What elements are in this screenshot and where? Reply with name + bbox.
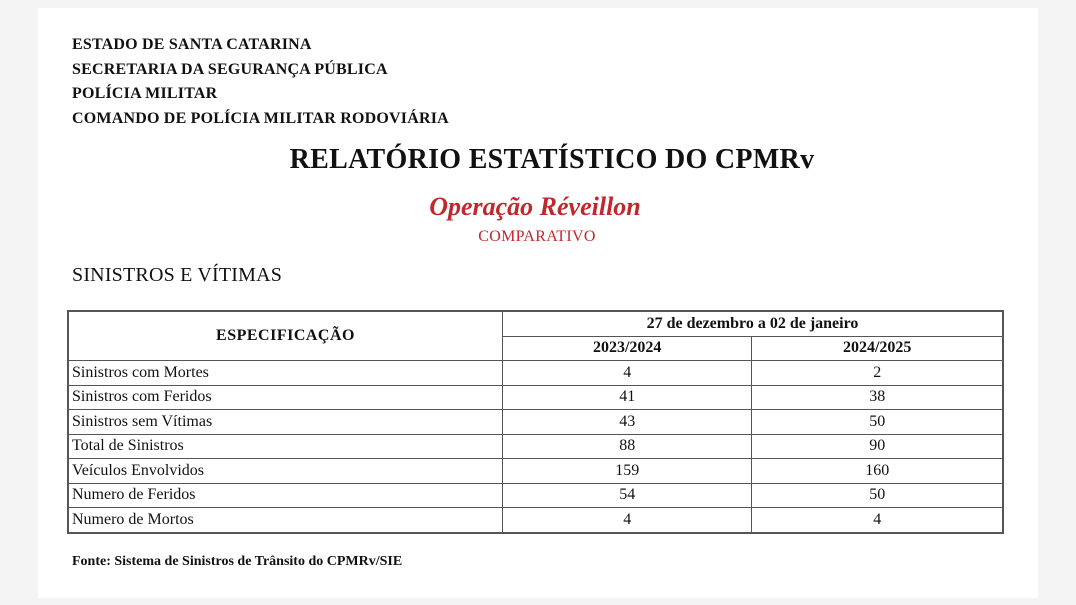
cell-value: 2 — [752, 361, 1003, 386]
operation-name: Operação Réveillon — [429, 192, 641, 221]
cell-value: 50 — [752, 483, 1003, 508]
cell-value: 4 — [752, 508, 1003, 533]
spec-column-header: ESPECIFICAÇÃO — [68, 311, 503, 361]
statistics-table — [67, 310, 1004, 534]
table-row — [68, 434, 1003, 459]
cell-value: 4 — [503, 508, 752, 533]
header-line-command: COMANDO DE POLÍCIA MILITAR RODOVIÁRIA — [72, 109, 449, 127]
cell-value: 160 — [752, 459, 1003, 484]
row-label: Numero de Feridos — [68, 483, 503, 508]
cell-value: 50 — [752, 410, 1003, 435]
row-label: Sinistros sem Vítimas — [68, 410, 503, 435]
data-source-note: Fonte: Sistema de Sinistros de Trânsito do CPMRv/SIE — [72, 554, 403, 569]
cell-value: 159 — [503, 459, 752, 484]
row-label: Total de Sinistros — [68, 434, 503, 459]
cell-value: 38 — [752, 385, 1003, 410]
cell-value: 4 — [503, 361, 752, 386]
header-line-police: POLÍCIA MILITAR — [72, 85, 218, 102]
report-title: RELATÓRIO ESTATÍSTICO DO CPMRv — [289, 144, 815, 175]
table-row — [68, 385, 1003, 410]
table-row — [68, 483, 1003, 508]
row-label: Sinistros com Mortes — [68, 361, 503, 386]
table-row — [68, 410, 1003, 435]
cell-value: 41 — [503, 385, 752, 410]
header-line-secretariat: SECRETARIA DA SEGURANÇA PÚBLICA — [72, 60, 388, 78]
cell-value: 54 — [503, 483, 752, 508]
institution-header — [72, 33, 449, 131]
table-row — [68, 508, 1003, 533]
report-subtitle: COMPARATIVO — [478, 228, 596, 245]
header-line-state: ESTADO DE SANTA CATARINA — [72, 36, 312, 53]
year-column-header: 2023/2024 — [503, 336, 752, 361]
table-row — [68, 361, 1003, 386]
row-label: Veículos Envolvidos — [68, 459, 503, 484]
cell-value: 88 — [503, 434, 752, 459]
section-title: SINISTROS E VÍTIMAS — [72, 264, 283, 286]
row-label: Numero de Mortos — [68, 508, 503, 533]
cell-value: 43 — [503, 410, 752, 435]
period-header: 27 de dezembro a 02 de janeiro — [503, 311, 1004, 336]
cell-value: 90 — [752, 434, 1003, 459]
table-header-row — [68, 311, 1003, 336]
row-label: Sinistros com Feridos — [68, 385, 503, 410]
year-column-header: 2024/2025 — [752, 336, 1003, 361]
table-row — [68, 459, 1003, 484]
